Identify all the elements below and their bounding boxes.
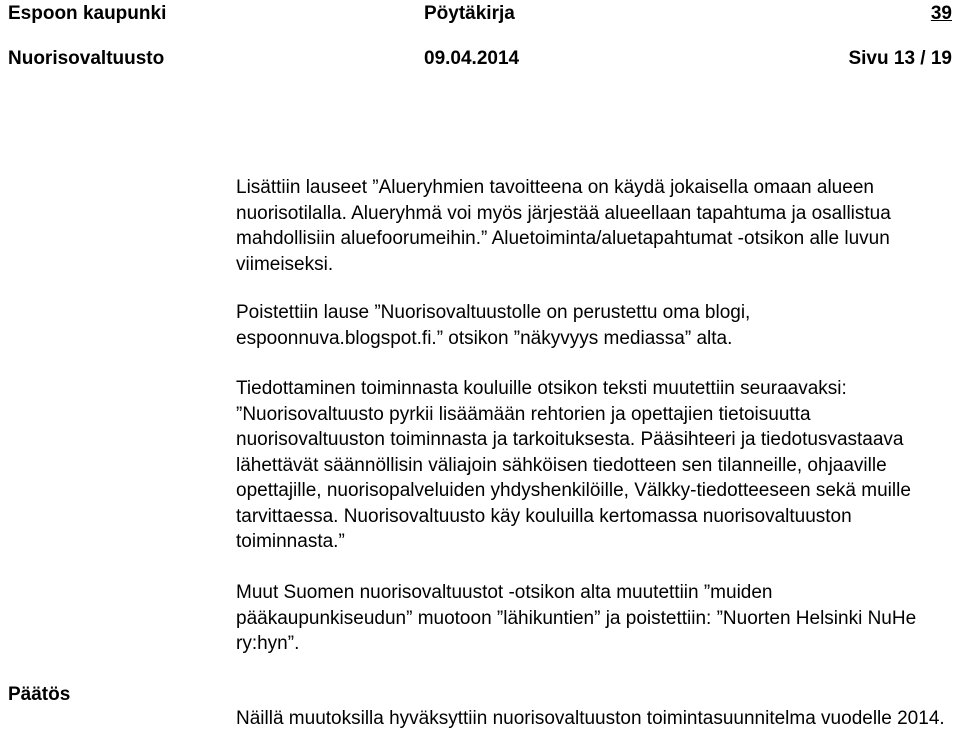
city-name: Espoon kaupunki xyxy=(8,3,167,24)
paragraph-removed-sentence: Poistettiin lause ”Nuorisovaltuustolle on perustettu oma blogi, espoonnuva.blogspot.fi.” otsikon ”näkyvyys mediassa” alta. xyxy=(236,302,751,349)
paragraph-school-communication: Tiedottaminen toiminnasta kouluille otsikon teksti muutettiin seuraavaksi: ”Nuorisovaltuusto pyrkii lisäämään rehtorien ja opettajien tietoisuutta nuorisovaltuuston toiminnasta ja tarkoituksesta. Pääsihteeri ja tiedotusvastaava lähettävät säännöllisin väliajoin sähköisen tiedotteen sen tilanneille, ohjaaville opettajille, nuorisopalveluiden yhdyshenkilöille, Välkky-tiedotteeseen sekä muille tarvittaessa. Nuorisovaltuusto käy kouluilla kertomassa nuorisovaltuuston toiminnasta.” xyxy=(236,378,911,552)
page-number: Sivu 13 / 19 xyxy=(848,48,952,69)
decision-text: Näillä muutoksilla hyväksyttiin nuorisovaltuuston toimintasuunnitelma vuodelle 2014. xyxy=(236,708,945,729)
document-type: Pöytäkirja xyxy=(424,3,515,24)
paragraph-added-sentences: Lisättiin lauseet ”Alueryhmien tavoitteena on käydä jokaisella omaan alueen nuorisotilalla. Alueryhmä voi myös järjestää alueellaan tapahtuma ja osallistua mahdollisiin aluefoorumeihin.” Aluetoiminta/aluetapahtumat -otsikon alle luvun viimeiseksi. xyxy=(236,177,891,275)
decision-label: Päätös xyxy=(8,684,71,705)
body-name: Nuorisovaltuusto xyxy=(8,48,165,69)
paragraph-other-councils: Muut Suomen nuorisovaltuustot -otsikon alta muutettiin ”muiden pääkaupunkiseudun” muotoon ”lähikuntien” ja poistettiin: ”Nuorten Helsinki NuHe ry:hyn”. xyxy=(236,582,917,654)
meeting-date: 09.04.2014 xyxy=(424,48,520,69)
section-number: 39 xyxy=(930,3,952,24)
